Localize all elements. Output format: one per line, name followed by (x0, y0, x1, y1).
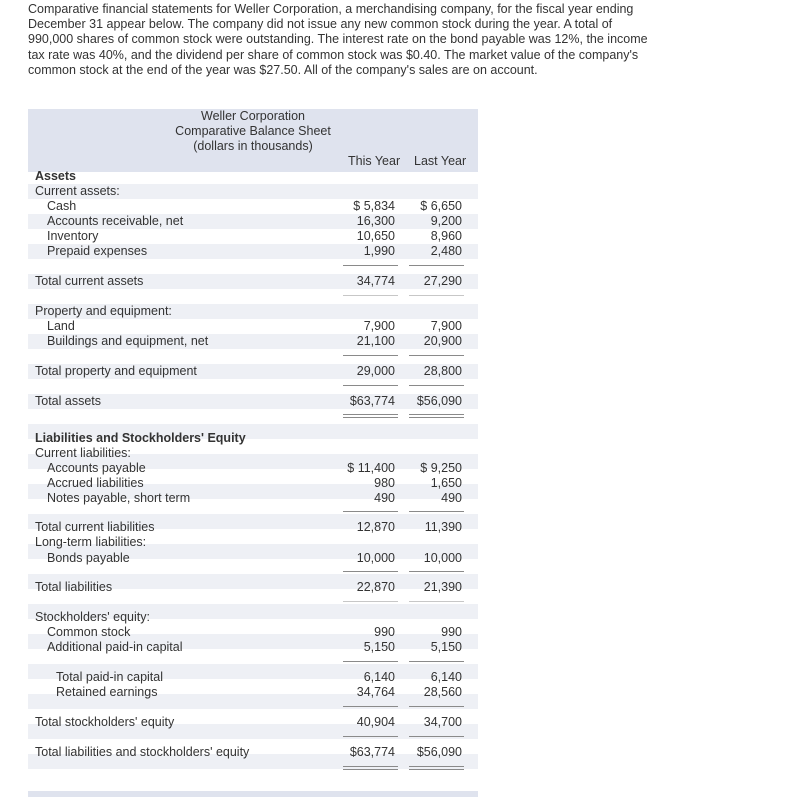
table-footer-bar (28, 791, 478, 797)
subheading-property-equipment: Property and equipment: (35, 304, 172, 318)
table-title (168, 109, 338, 154)
row-buildings-equipment: Buildings and equipment, net 21,100 20,900 (47, 334, 462, 348)
row-total-current-assets: Total current assets 34,774 27,290 (35, 274, 462, 288)
intro-paragraph: Comparative financial statements for Weller Corporation, a merchandising company, for the fiscal year ending December 31 appear below. The company did not issue any new common stock during the year. A total of 990,000 shares of common stock were outstanding. The interest rate on the bond payable was 12%, the income tax rate was 40%, and the dividend per share of common stock was $0.40. The market value of the company's common stock at the end of the year was $27.50. All of the company's sales are on account. (28, 2, 648, 77)
subheading-current-liabilities: Current liabilities: (35, 446, 131, 460)
row-total-assets: Total assets $63,774 $56,090 (35, 394, 462, 408)
row-notes-payable: Notes payable, short term 490 490 (47, 491, 462, 505)
row-total-liabilities-and-equity: Total liabilities and stockholders' equity $63,774 $56,090 (35, 745, 462, 759)
row-total-current-liabilities: Total current liabilities 12,870 11,390 (35, 520, 462, 534)
row-total-paid-in-capital: Total paid-in capital 6,140 6,140 (56, 670, 462, 684)
section-heading-assets: Assets (35, 169, 76, 183)
col-header-this-year: This Year (348, 154, 401, 168)
subheading-long-term-liabilities: Long-term liabilities: (35, 535, 147, 549)
row-cash: Cash $ 5,834 $ 6,650 (47, 199, 462, 213)
row-total-stockholders-equity: Total stockholders' equity 40,904 34,700 (35, 715, 462, 729)
row-accounts-receivable: Accounts receivable, net 16,300 9,200 (47, 214, 462, 228)
row-land: Land 7,900 7,900 (47, 319, 462, 333)
section-heading-liabilities-equity: Liabilities and Stockholders' Equity (35, 431, 246, 445)
row-total-liabilities: Total liabilities 22,870 21,390 (35, 580, 462, 594)
units-note: (dollars in thousands) (193, 139, 313, 153)
subheading-current-assets: Current assets: (35, 184, 120, 198)
row-inventory: Inventory 10,650 8,960 (47, 229, 462, 243)
company-name: Weller Corporation (201, 109, 305, 123)
row-total-property-equipment: Total property and equipment 29,000 28,800 (35, 364, 462, 378)
row-retained-earnings: Retained earnings 34,764 28,560 (56, 685, 462, 699)
row-common-stock: Common stock 990 990 (47, 625, 462, 639)
statement-name: Comparative Balance Sheet (175, 124, 331, 138)
row-prepaid-expenses: Prepaid expenses 1,990 2,480 (47, 244, 462, 258)
row-bonds-payable: Bonds payable 10,000 10,000 (47, 551, 462, 565)
col-header-last-year: Last Year (414, 154, 467, 168)
row-additional-paid-in-capital: Additional paid-in capital 5,150 5,150 (47, 640, 462, 654)
subheading-stockholders-equity: Stockholders' equity: (35, 610, 150, 624)
balance-sheet (28, 109, 478, 799)
row-accrued-liabilities: Accrued liabilities 980 1,650 (47, 476, 462, 490)
row-accounts-payable: Accounts payable $ 11,400 $ 9,250 (47, 461, 462, 475)
